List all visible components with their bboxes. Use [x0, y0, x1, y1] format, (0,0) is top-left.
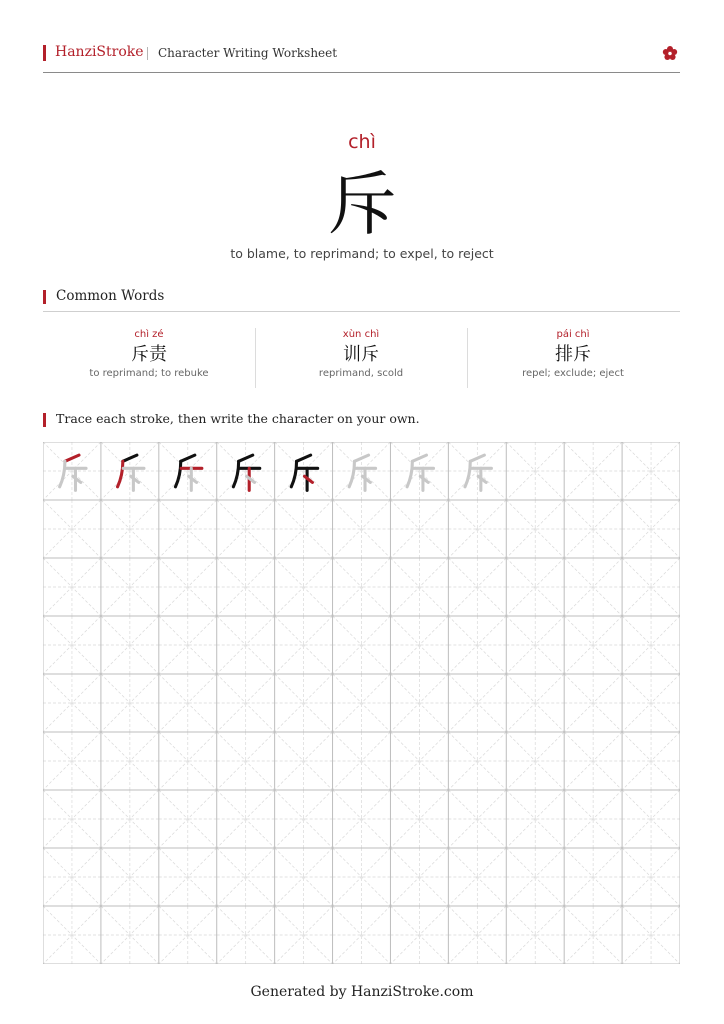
section-divider — [43, 311, 680, 312]
practice-grid[interactable] — [43, 442, 680, 964]
header-divider — [147, 47, 148, 60]
brand-accent-bar — [43, 45, 46, 61]
character-stroke — [354, 455, 368, 461]
word-hanzi: 排斥 — [555, 344, 591, 365]
practice-grid-svg — [43, 442, 680, 964]
worksheet-subtitle: Character Writing Worksheet — [158, 46, 338, 60]
character-stroke — [470, 455, 484, 461]
character-stroke — [118, 461, 123, 487]
word-item — [255, 328, 468, 388]
character-stroke — [239, 455, 253, 461]
word-definition: to reprimand; to rebuke — [89, 368, 209, 379]
word-definition: repel; exclude; eject — [522, 368, 624, 379]
character-meaning: to blame, to reprimand; to expel, to reject — [230, 246, 494, 261]
character-stroke — [181, 455, 195, 461]
character-stroke — [175, 461, 180, 487]
brand-name: HanziStroke — [55, 44, 144, 60]
character-stroke — [412, 455, 426, 461]
word-hanzi: 斥责 — [131, 344, 167, 365]
section-accent-bar — [43, 413, 46, 427]
common-words-list — [43, 328, 680, 388]
character-stroke — [465, 461, 470, 487]
character-stroke — [233, 461, 238, 487]
common-words-title: Common Words — [56, 288, 165, 304]
character-stroke — [60, 461, 65, 487]
word-item — [43, 328, 256, 388]
word-item — [467, 328, 679, 388]
word-hanzi: 训斥 — [343, 344, 379, 365]
character-stroke — [291, 461, 296, 487]
character-stroke — [349, 461, 354, 487]
section-accent-bar — [43, 290, 46, 304]
word-pinyin: pái chì — [556, 329, 590, 340]
word-pinyin: chì zé — [134, 329, 164, 340]
character-pinyin: chì — [348, 131, 376, 153]
plum-blossom-icon — [662, 45, 678, 61]
word-pinyin: xùn chì — [342, 329, 380, 340]
character-stroke — [65, 455, 79, 461]
character-stroke — [297, 455, 311, 461]
character-hanzi: 斥 — [327, 163, 397, 245]
word-definition: reprimand, scold — [318, 368, 404, 379]
character-stroke — [407, 461, 412, 487]
footer-credit: Generated by HanziStroke.com — [250, 984, 474, 1000]
character-stroke — [123, 455, 137, 461]
worksheet-header — [43, 44, 680, 73]
practice-instruction: Trace each stroke, then write the character on your own. — [56, 411, 420, 426]
